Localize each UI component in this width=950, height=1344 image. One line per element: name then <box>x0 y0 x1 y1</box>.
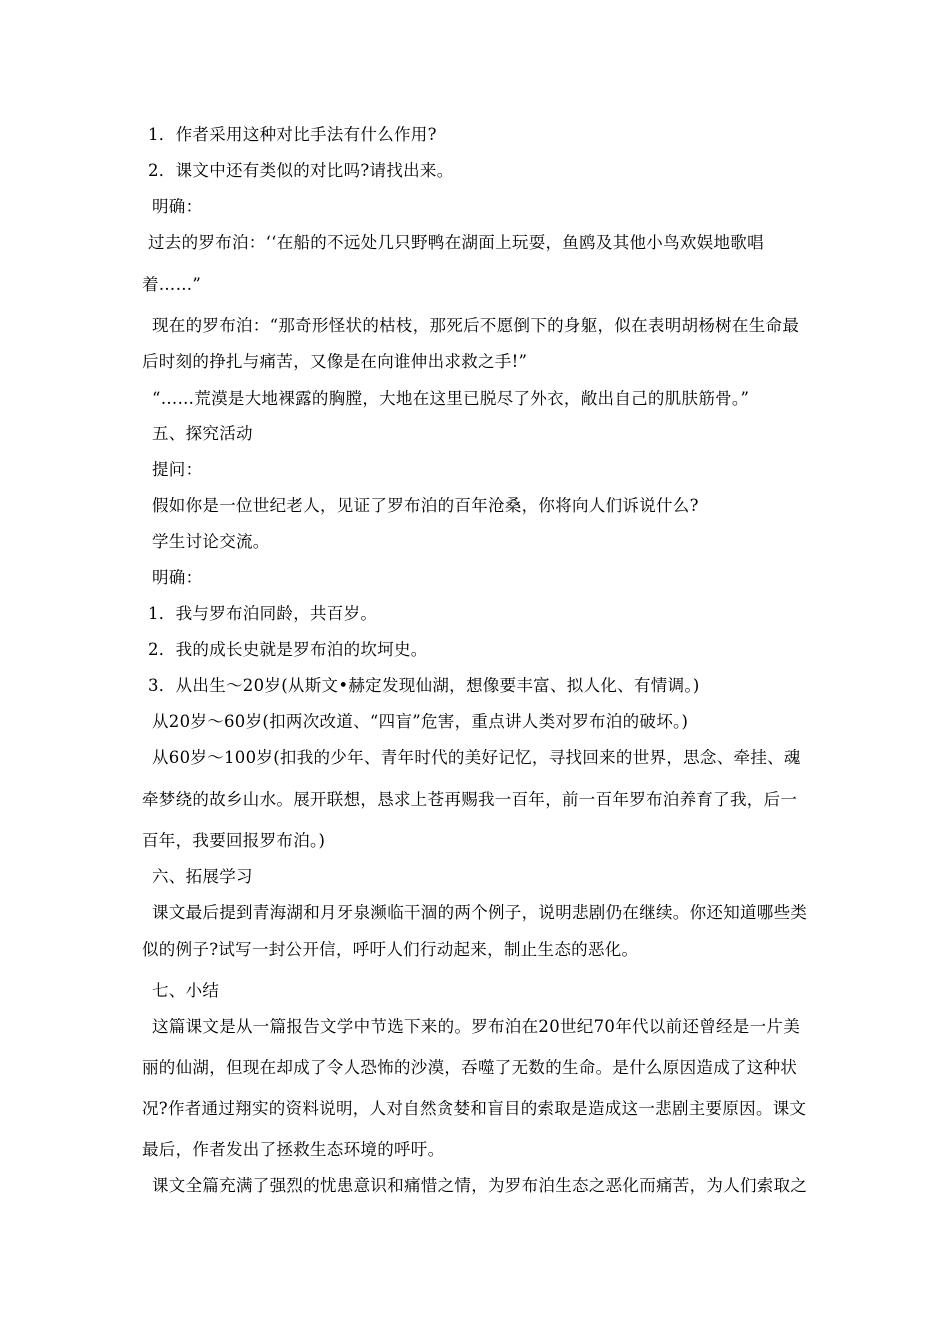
text-line: 后时刻的挣扎与痛苦，又像是在向谁伸出求救之手!” <box>142 352 528 371</box>
text-line: 2．我的成长史就是罗布泊的坎坷史。 <box>148 640 428 659</box>
text-line: 课文全篇充满了强烈的忧患意识和痛惜之情，为罗布泊生态之恶化而痛苦，为人们索取之 <box>152 1176 808 1195</box>
text-line: 1．我与罗布泊同龄，共百岁。 <box>148 604 378 623</box>
text-line: 最后，作者发出了拯救生态环境的呼吁。 <box>142 1140 445 1159</box>
text-line: 学生讨论交流。 <box>152 532 270 551</box>
text-line: 明确： <box>152 197 203 216</box>
text-line: 况?作者通过翔实的资料说明，人对自然贪婪和盲目的索取是造成这一悲剧主要原因。课文 <box>142 1099 807 1118</box>
text-line: 百年，我要回报罗布泊。) <box>142 831 326 850</box>
text-line: 提问： <box>152 460 203 479</box>
text-line: 现在的罗布泊：“那奇形怪状的枯枝，那死后不愿倒下的身躯，似在表明胡杨树在生命最 <box>152 316 800 335</box>
section-heading: 六、拓展学习 <box>152 867 253 886</box>
text-line: 牵梦绕的故乡山水。展开联想，恳求上苍再赐我一百年，前一百年罗布泊养育了我，后一 <box>142 790 798 809</box>
text-line: 这篇课文是从一篇报告文学中节选下来的。罗布泊在20世纪70年代以前还曾经是一片美 <box>152 1017 800 1036</box>
text-line: “……荒漠是大地裸露的胸膛，大地在这里已脱尽了外衣，敞出自己的肌肤筋骨。” <box>152 389 750 408</box>
text-line: 从60岁～100岁(扣我的少年、青年时代的美好记忆，寻找回来的世界，思念、牵挂、魂 <box>152 748 801 767</box>
text-line: 着……” <box>142 275 202 294</box>
section-heading: 七、小结 <box>152 981 220 1000</box>
text-line: 过去的罗布泊：‘‘在船的不远处几只野鸭在湖面上玩耍，鱼鸥及其他小鸟欢娱地歌唱 <box>148 233 764 252</box>
text-line: 3．从出生～20岁(从斯文•赫定发现仙湖，想像要丰富、拟人化、有情调。) <box>148 676 700 695</box>
text-line: 明确： <box>152 568 203 587</box>
text-line: 从20岁～60岁(扣两次改道、“四盲”危害，重点讲人类对罗布泊的破坏。) <box>152 712 689 731</box>
section-heading: 五、探究活动 <box>152 424 253 443</box>
text-line: 课文最后提到青海湖和月牙泉濒临干涸的两个例子，说明悲剧仍在继续。你还知道哪些类 <box>152 903 808 922</box>
text-line: 1．作者采用这种对比手法有什么作用? <box>148 125 437 144</box>
text-line: 假如你是一位世纪老人，见证了罗布泊的百年沧桑，你将向人们诉说什么? <box>152 496 699 515</box>
text-line: 2．课文中还有类似的对比吗?请找出来。 <box>148 161 454 180</box>
text-line: 似的例子?试写一封公开信，呼吁人们行动起来，制止生态的恶化。 <box>142 940 639 959</box>
text-line: 丽的仙湖，但现在却成了令人恐怖的沙漠，吞噬了无数的生命。是什么原因造成了这种状 <box>142 1058 798 1077</box>
